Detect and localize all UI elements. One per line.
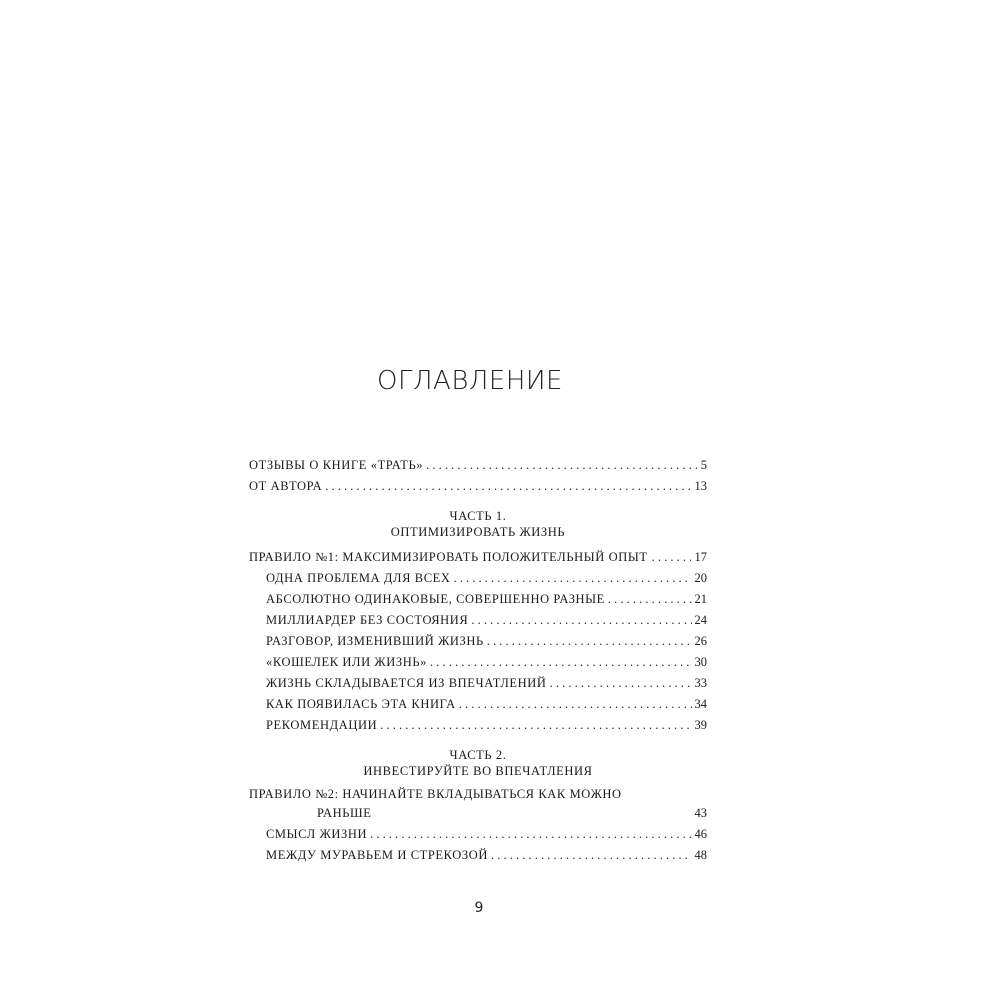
toc-entry-page: 48 bbox=[694, 848, 707, 862]
toc-entry-page: 24 bbox=[694, 613, 707, 627]
dot-leader bbox=[487, 631, 692, 652]
toc-entry-page: 43 bbox=[694, 806, 707, 820]
dot-leader bbox=[550, 673, 692, 694]
toc-entry-label: РЕКОМЕНДАЦИИ bbox=[266, 718, 378, 732]
toc-entry-label: СМЫСЛ ЖИЗНИ bbox=[266, 827, 368, 841]
dot-leader bbox=[380, 715, 691, 736]
toc-entry-label-line2: РАНЬШЕ bbox=[317, 806, 372, 820]
toc-entry[interactable] bbox=[249, 715, 707, 736]
toc-entry-label: АБСОЛЮТНО ОДИНАКОВЫЕ, СОВЕРШЕННО РАЗНЫЕ bbox=[266, 592, 605, 606]
part-2-subtitle: ИНВЕСТИРУЙТЕ ВО ВПЕЧАТЛЕНИЯ bbox=[363, 764, 593, 778]
toc-entry-rule-1[interactable] bbox=[249, 547, 707, 568]
toc-entry-label: МИЛЛИАРДЕР БЕЗ СОСТОЯНИЯ bbox=[266, 613, 469, 627]
toc-entry-label: КАК ПОЯВИЛАСЬ ЭТА КНИГА bbox=[266, 697, 456, 711]
toc-entry-page: 34 bbox=[694, 697, 707, 711]
page-title: ОГЛАВЛЕНИЕ bbox=[377, 366, 563, 396]
dot-leader bbox=[370, 824, 691, 845]
dot-leader bbox=[426, 455, 698, 476]
toc-entry[interactable] bbox=[249, 673, 707, 694]
toc-entry-label: РАЗГОВОР, ИЗМЕНИВШИЙ ЖИЗНЬ bbox=[266, 634, 484, 648]
toc-entry-page: 21 bbox=[694, 592, 707, 606]
dot-leader bbox=[652, 547, 691, 568]
toc-entry[interactable] bbox=[249, 652, 707, 673]
toc-entry-page: 30 bbox=[694, 655, 707, 669]
dot-leader bbox=[608, 589, 692, 610]
toc-entry-page: 5 bbox=[700, 458, 707, 472]
part-2-number: ЧАСТЬ 2. bbox=[449, 748, 507, 762]
toc-entry-page: 46 bbox=[694, 827, 707, 841]
toc-entry[interactable] bbox=[249, 845, 707, 866]
toc-entry-reviews[interactable] bbox=[249, 455, 707, 476]
dot-leader bbox=[491, 845, 691, 866]
toc-entry[interactable] bbox=[249, 568, 707, 589]
part-1-heading bbox=[249, 508, 707, 540]
dot-leader bbox=[471, 610, 691, 631]
toc-entry-page: 26 bbox=[694, 634, 707, 648]
dot-leader bbox=[459, 694, 692, 715]
toc-entry-page: 17 bbox=[694, 550, 707, 564]
toc-entry-page: 33 bbox=[694, 676, 707, 690]
toc-entry-label-line1: ПРАВИЛО №2: НАЧИНАЙТЕ ВКЛАДЫВАТЬСЯ КАК МОЖНО bbox=[249, 787, 622, 801]
toc-entry-page: 20 bbox=[694, 571, 707, 585]
toc-entry[interactable] bbox=[249, 631, 707, 652]
toc-entry[interactable] bbox=[249, 824, 707, 845]
toc-entry-label: ЖИЗНЬ СКЛАДЫВАЕТСЯ ИЗ ВПЕЧАТЛЕНИЙ bbox=[266, 676, 547, 690]
toc-entry-rule-2-continuation bbox=[249, 803, 707, 824]
part-1-number: ЧАСТЬ 1. bbox=[449, 509, 507, 523]
toc-entry[interactable] bbox=[249, 589, 707, 610]
toc-entry-label: ОТ АВТОРА bbox=[249, 479, 323, 493]
dot-leader bbox=[430, 652, 692, 673]
dot-leader bbox=[454, 568, 692, 589]
toc-entry-page: 13 bbox=[694, 479, 707, 493]
toc-entry[interactable] bbox=[249, 694, 707, 715]
toc-entry-label: МЕЖДУ МУРАВЬЕМ И СТРЕКОЗОЙ bbox=[266, 848, 489, 862]
toc-entry-rule-2[interactable] bbox=[249, 786, 707, 824]
toc-entry-from-author[interactable] bbox=[249, 476, 707, 497]
part-1-subtitle: ОПТИМИЗИРОВАТЬ ЖИЗНЬ bbox=[390, 525, 566, 539]
toc-entry[interactable] bbox=[249, 610, 707, 631]
page-number: 9 bbox=[474, 900, 484, 916]
table-of-contents bbox=[249, 455, 707, 866]
toc-entry-page: 39 bbox=[694, 718, 707, 732]
toc-entry-label: ОДНА ПРОБЛЕМА ДЛЯ ВСЕХ bbox=[266, 571, 451, 585]
toc-entry-label: ОТЗЫВЫ О КНИГЕ «ТРАТЬ» bbox=[249, 458, 424, 472]
dot-leader bbox=[325, 476, 691, 497]
toc-entry-label: «КОШЕЛЕК ИЛИ ЖИЗНЬ» bbox=[266, 655, 427, 669]
toc-entry-label: ПРАВИЛО №1: МАКСИМИЗИРОВАТЬ ПОЛОЖИТЕЛЬНЫЙ ОПЫТ bbox=[249, 550, 648, 564]
part-2-heading bbox=[249, 747, 707, 779]
